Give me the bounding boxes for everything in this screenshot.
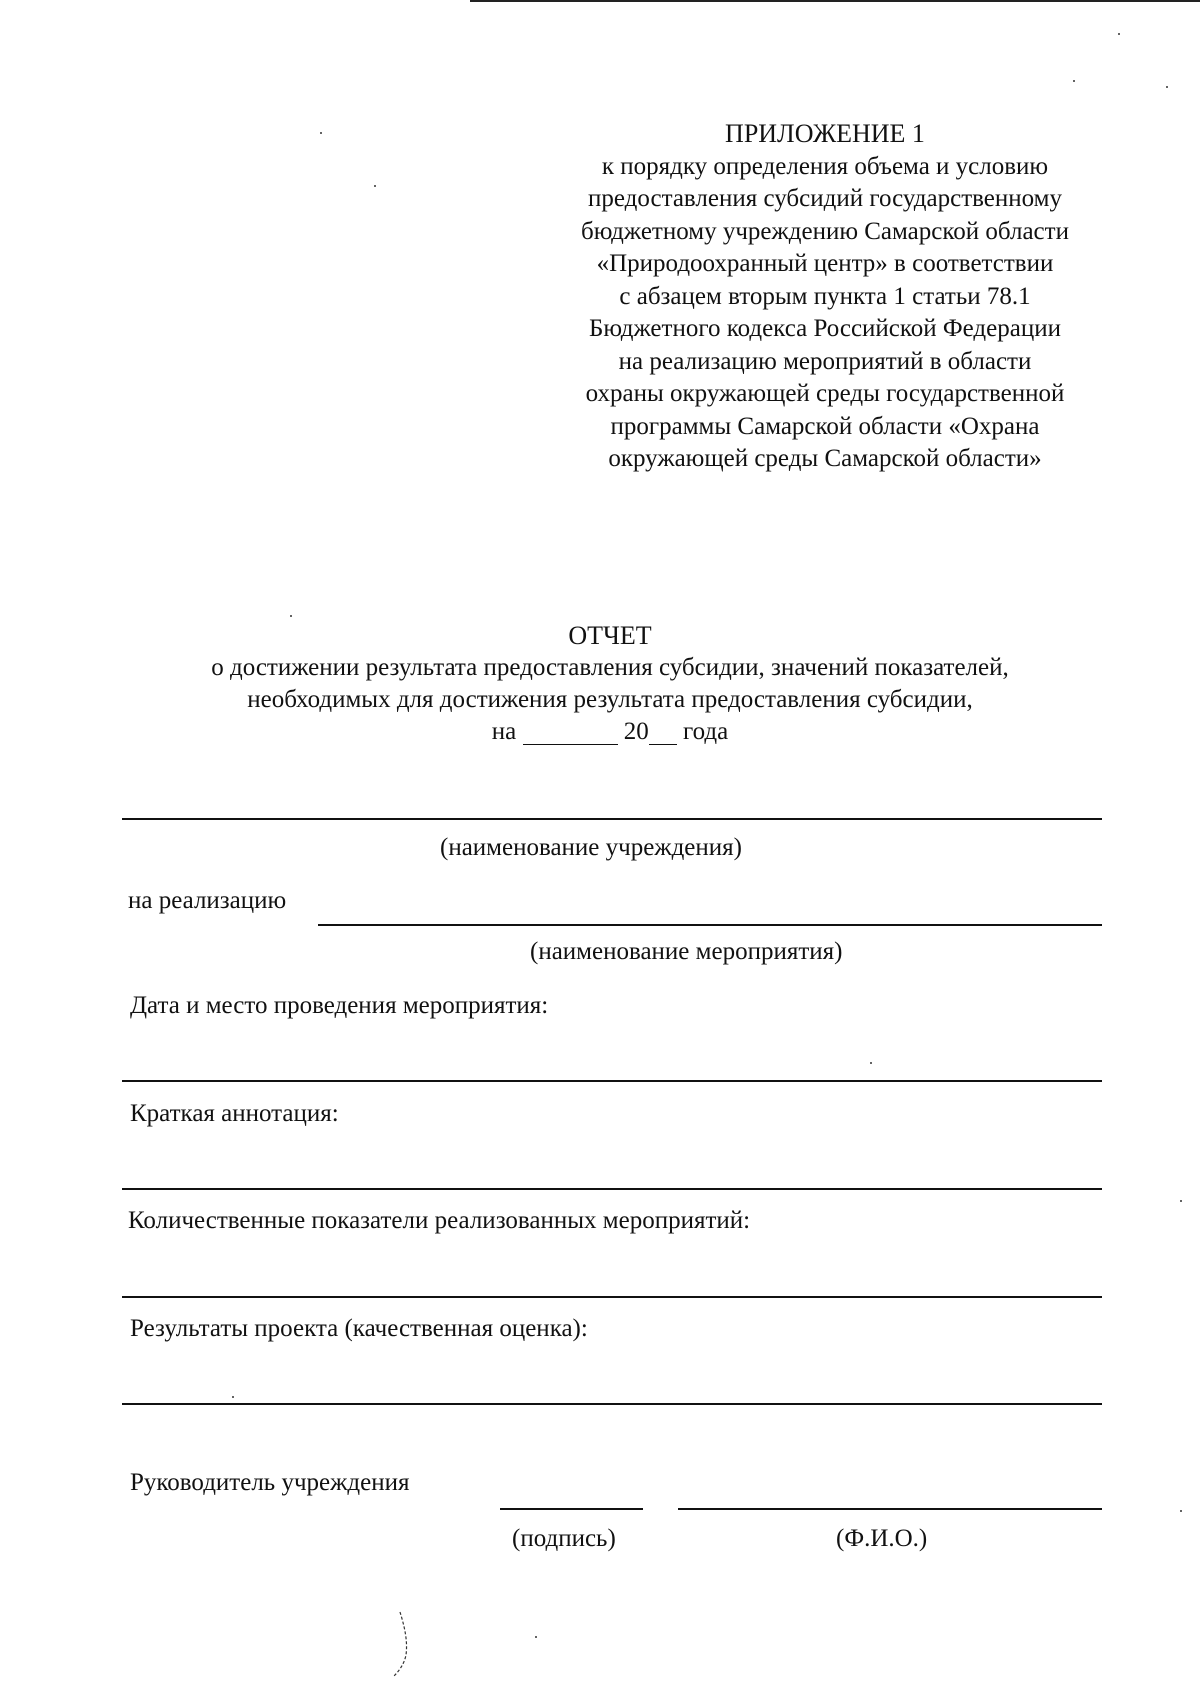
annotation-label: Краткая аннотация: — [130, 1100, 339, 1127]
date-year-blank[interactable] — [649, 719, 677, 745]
scan-speck — [374, 185, 376, 187]
report-date-line — [120, 716, 1100, 748]
institution-caption: (наименование учреждения) — [440, 834, 742, 861]
top-edge-rule — [470, 0, 1200, 2]
appendix-line: к порядку определения объема и условию — [601, 152, 1049, 180]
appendix-line: с абзацем вторым пункта 1 статьи 78.1 — [619, 282, 1031, 310]
implementation-label: на реализацию — [128, 887, 287, 914]
appendix-line: Бюджетного кодекса Российской Федерации — [589, 315, 1061, 342]
date-suffix: года — [683, 718, 729, 745]
scan-speck — [1118, 33, 1120, 35]
quantitative-line[interactable] — [122, 1296, 1102, 1298]
appendix-line: бюджетному учреждению Самарской области — [581, 217, 1069, 245]
appendix-block — [545, 118, 1105, 476]
results-line[interactable] — [122, 1403, 1102, 1405]
head-label: Руководитель учреждения — [130, 1469, 410, 1496]
scan-speck — [1073, 80, 1075, 82]
report-subtitle-line: необходимых для достижения результата предоставления субсидии, — [247, 686, 973, 713]
scan-speck — [232, 1396, 234, 1398]
report-title: ОТЧЕТ — [568, 621, 652, 650]
appendix-heading: ПРИЛОЖЕНИЕ 1 — [725, 119, 925, 148]
scan-speck — [1166, 86, 1168, 88]
quantitative-label: Количественные показатели реализованных мероприятий: — [128, 1207, 751, 1234]
date-place-line[interactable] — [122, 1080, 1102, 1082]
date-day-blank[interactable] — [523, 719, 618, 745]
date-year: 20 — [623, 718, 649, 745]
appendix-line: предоставления субсидий государственному — [588, 185, 1062, 212]
report-subtitle-line: о достижении результата предоставления субсидии, значений показателей, — [211, 654, 1009, 681]
appendix-line: окружающей среды Самарской области» — [608, 445, 1042, 472]
institution-name-line[interactable] — [122, 818, 1102, 820]
scan-speck — [320, 132, 322, 134]
event-caption: (наименование мероприятия) — [530, 938, 843, 965]
date-prefix: на — [491, 718, 517, 745]
appendix-line: программы Самарской области «Охрана — [610, 412, 1040, 440]
name-line[interactable] — [678, 1508, 1102, 1510]
scan-speck — [1180, 1200, 1182, 1202]
scan-speck — [870, 1062, 872, 1064]
appendix-line: охраны окружающей среды государственной — [585, 380, 1065, 407]
appendix-line: «Природоохранный центр» в соответствии — [596, 250, 1054, 277]
pen-mark — [390, 1610, 420, 1680]
appendix-line: на реализацию мероприятий в области — [618, 347, 1032, 375]
scan-speck — [1180, 1510, 1182, 1512]
results-label: Результаты проекта (качественная оценка): — [130, 1315, 588, 1342]
annotation-line[interactable] — [122, 1188, 1102, 1190]
scan-speck — [535, 1636, 537, 1638]
signature-line[interactable] — [500, 1508, 643, 1510]
event-name-line[interactable] — [318, 924, 1102, 926]
scan-speck — [290, 615, 292, 617]
date-place-label: Дата и место проведения мероприятия: — [130, 992, 549, 1019]
report-title-block — [120, 620, 1100, 748]
signature-caption: (подпись) — [512, 1525, 616, 1552]
name-caption: (Ф.И.О.) — [836, 1525, 928, 1552]
